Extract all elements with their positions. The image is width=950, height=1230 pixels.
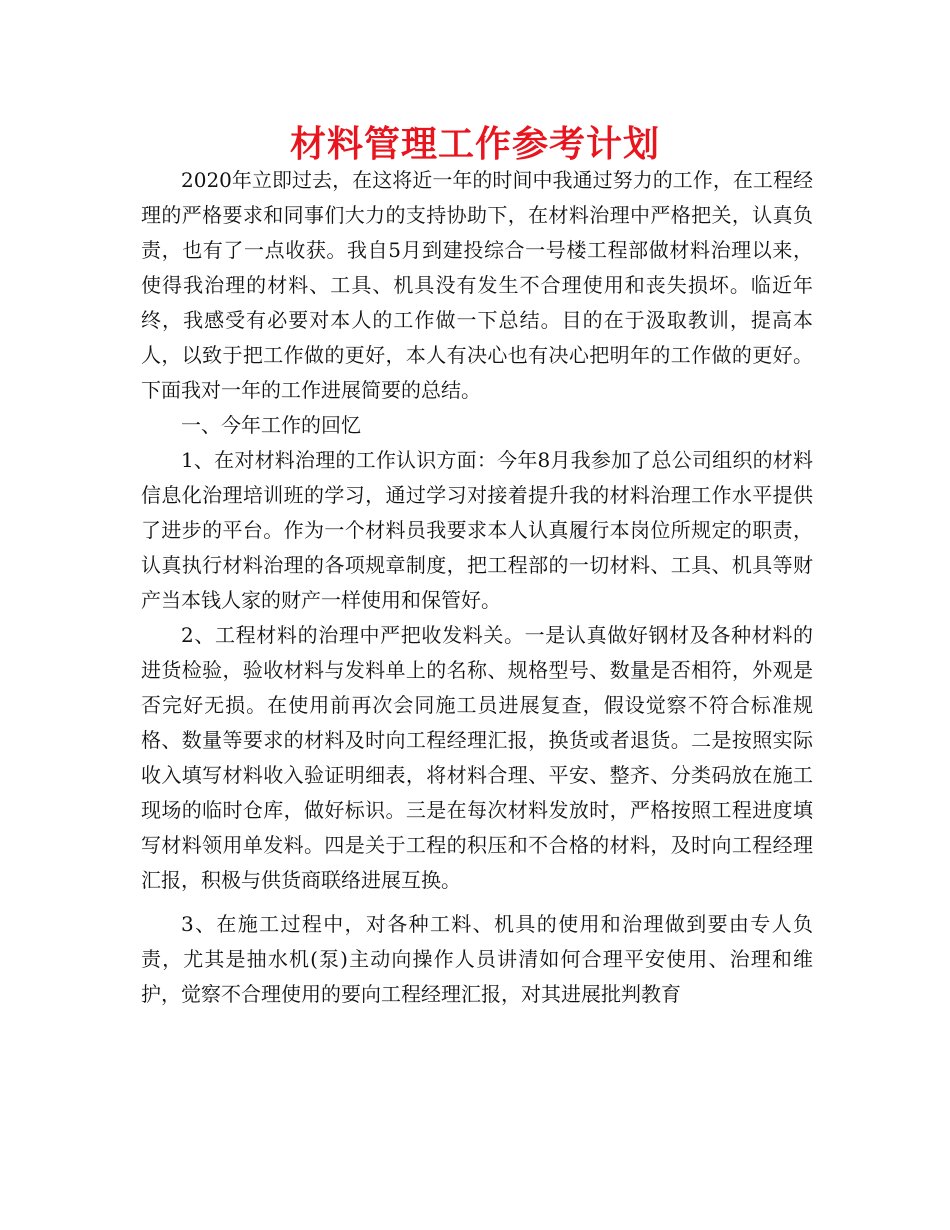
document-body [141,163,813,1012]
section-heading: 一、今年工作的回忆 [181,413,361,437]
document-title: 材料管理工作参考计划 [289,124,660,165]
paragraph-intro: 2020年立即过去，在这将近一年的时间中我通过努力的工作，在工程经理的严格要求和同事们大力的支持协助下，在材料治理中严格把关，认真负责，也有了一点收获。我自5月到建投综合一号楼工程部做材料治理以来，使得我治理的材料、工具、机具没有发生不合理使用和丧失损坏。临近年终，我感受有必要对本人的工作做一下总结。目的在于汲取教训，提高本人，以致于把工作做的更好，本人有决心也有决心把明年的工作做的更好。下面我对一年的工作进展简要的总结。 [141,168,813,402]
paragraph-item-3: 3、在施工过程中，对各种工料、机具的使用和治理做到要由专人负责，尤其是抽水机(泵)主动向操作人员讲清如何合理平安使用、治理和维护，觉察不合理使用的要向工程经理汇报，对其进展批判教育 [141,912,813,1006]
paragraph-item-1: 1、在对材料治理的工作认识方面：今年8月我参加了总公司组织的材料信息化治理培训班的学习，通过学习对接着提升我的材料治理工作水平提供了进步的平台。作为一个材料员我要求本人认真履行本岗位所规定的职责，认真执行材料治理的各项规章制度，把工程部的一切材料、工具、机具等财产当本钱人家的财产一样使用和保管好。 [141,448,813,612]
paragraph-item-2: 2、工程材料的治理中严把收发料关。一是认真做好钢材及各种材料的进货检验，验收材料与发料单上的名称、规格型号、数量是否相符，外观是否完好无损。在使用前再次会同施工员进展复查，假设觉察不符合标准规格、数量等要求的材料及时向工程经理汇报，换货或者退货。二是按照实际收入填写材料收入验证明细表，将材料合理、平安、整齐、分类码放在施工现场的临时仓库，做好标识。三是在每次材料发放时，严格按照工程进度填写材料领用单发料。四是关于工程的积压和不合格的材料，及时向工程经理汇报，积极与供货商联络进展互换。 [141,623,813,892]
